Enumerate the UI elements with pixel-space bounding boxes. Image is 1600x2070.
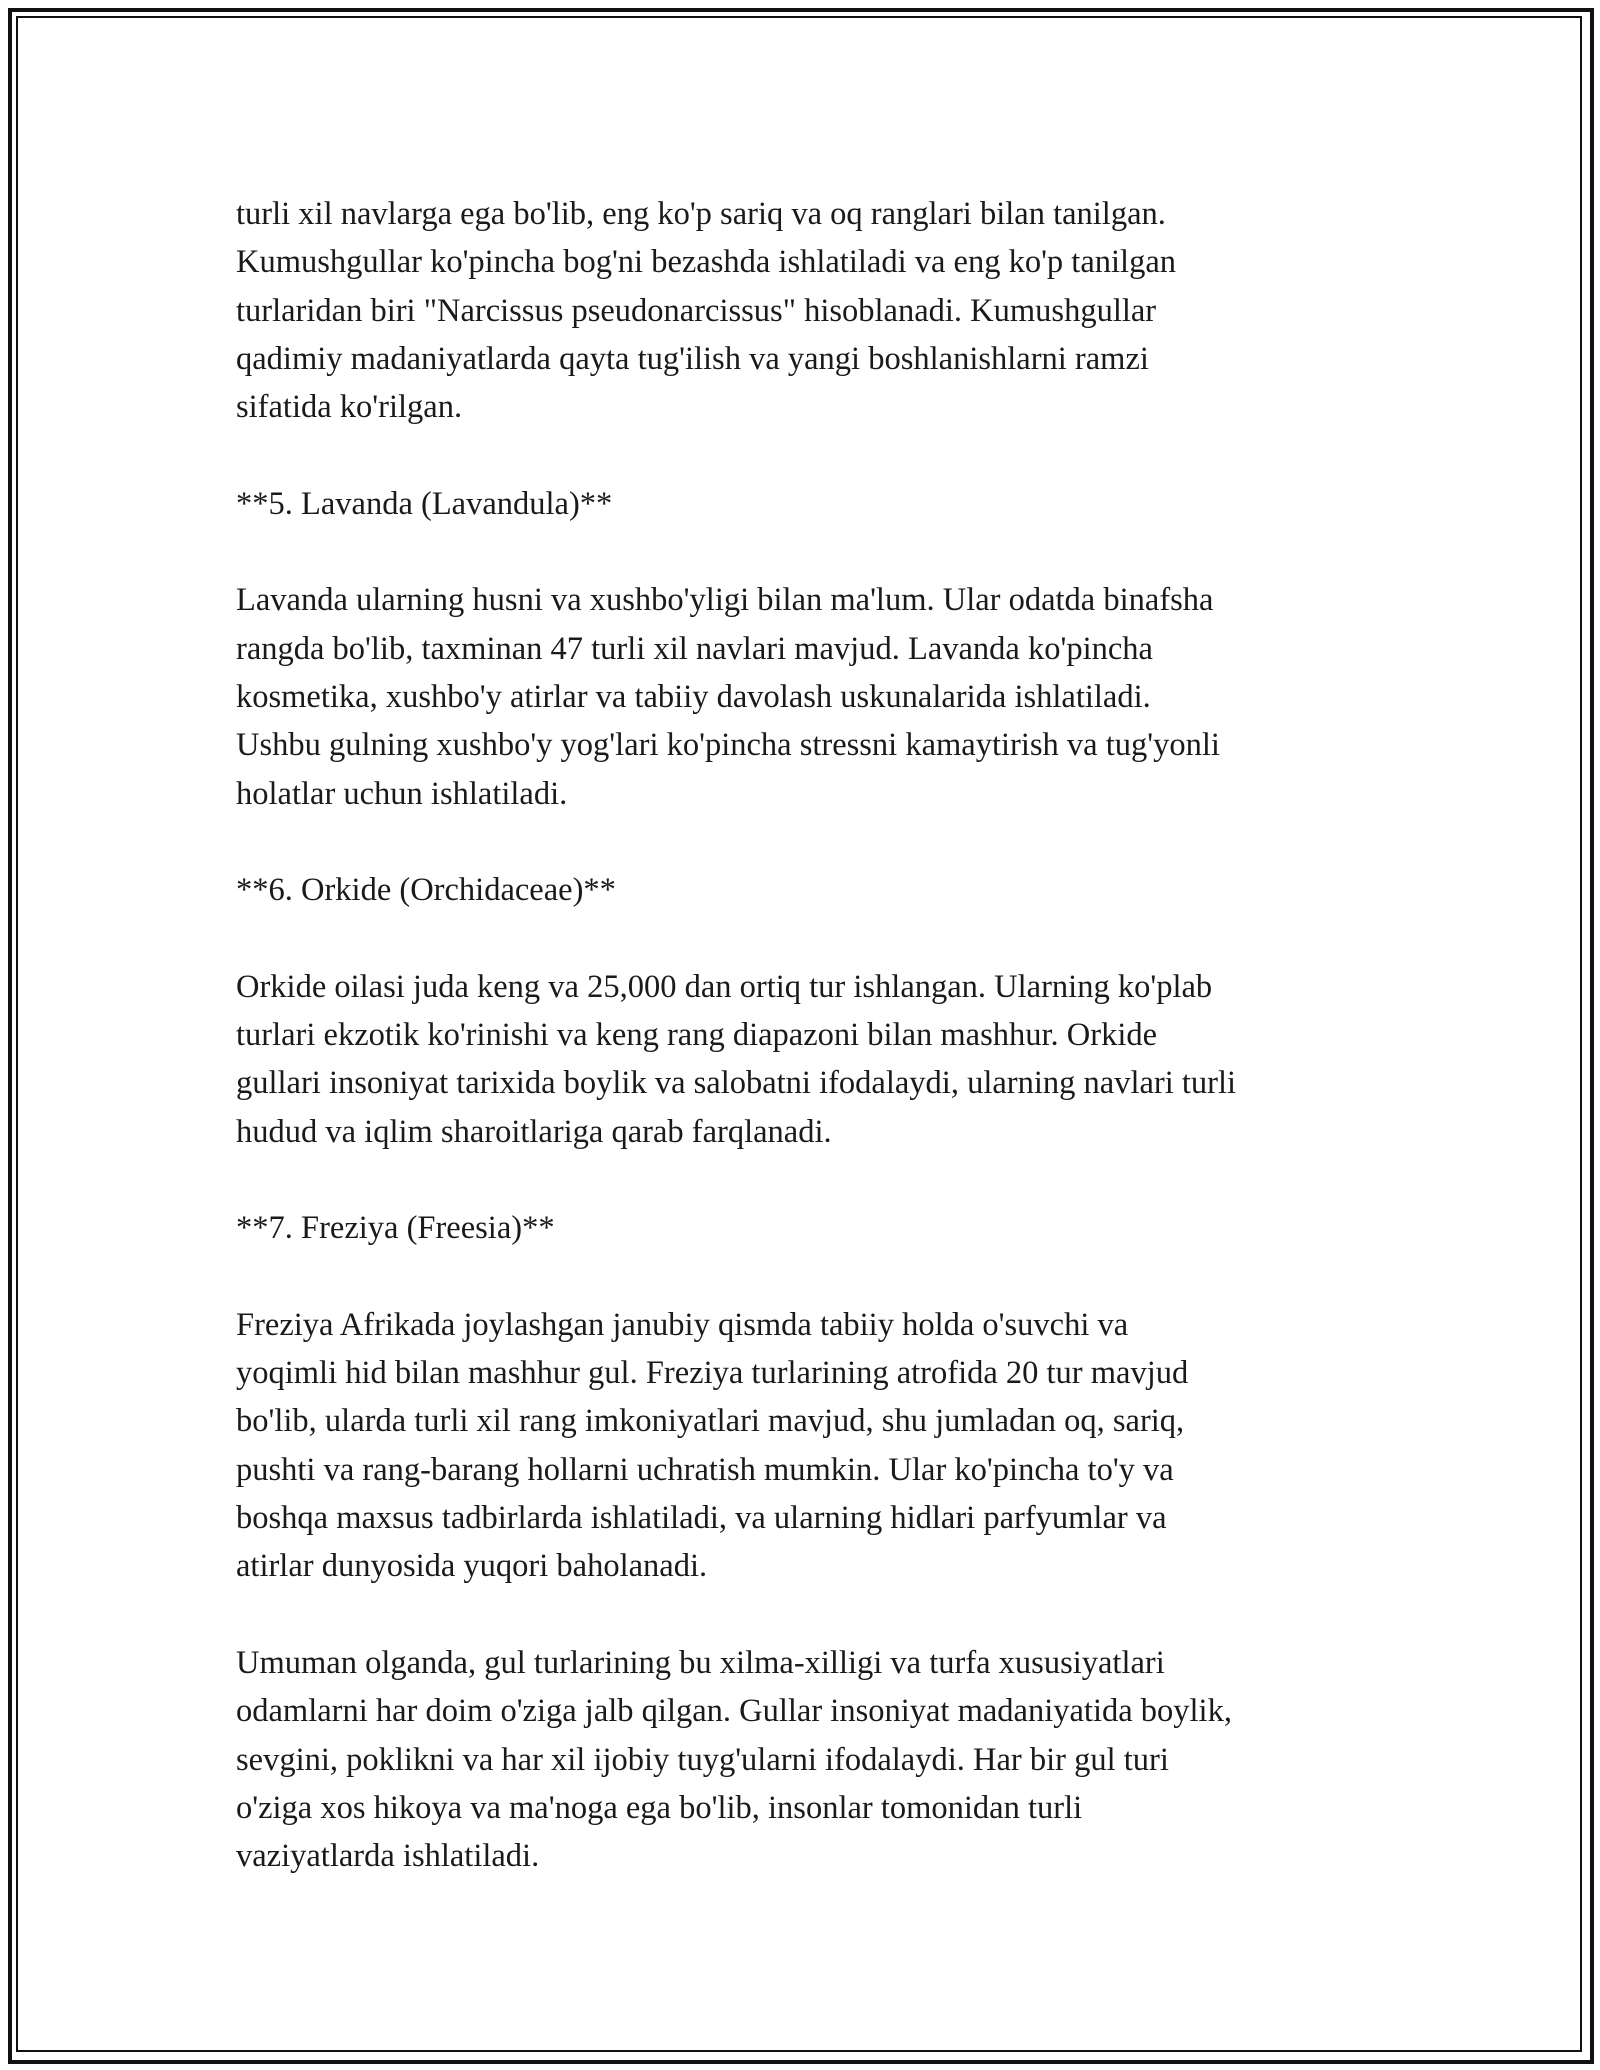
paragraph-orkide: Orkide oilasi juda keng va 25,000 dan ortiq tur ishlangan. Ularning ko'plab turlari ekzotik ko'rinishi va keng rang diapazoni bilan mashhur. Orkide gullari insoniyat tarixida boylik va salobatni ifodalaydi, ularning navlari turli hudud va iqlim sharoitlariga qarab farqlanadi.: [236, 968, 1237, 1150]
paragraph-freziya: Freziya Afrikada joylashgan janubiy qismda tabiiy holda o'suvchi va yoqimli hid bilan mashhur gul. Freziya turlarining atrofida 20 tur mavjud bo'lib, ularda turli xil rang imkoniyatlari mavjud, shu jumladan oq, sariq, pushti va rang-barang hollarni uchratish mumkin. Ular ko'pincha to'y va boshqa maxsus tadbirlarda ishlatiladi, va ularning hidlari parfyumlar va atirlar dunyosida yuqori baholanadi.: [236, 1306, 1189, 1585]
paragraph-lavanda: Lavanda ularning husni va xushbo'yligi bilan ma'lum. Ular odatda binafsha rangda bo'lib, taxminan 47 turli xil navlari mavjud. Lavanda ko'pincha kosmetika, xushbo'y atirlar va tabiiy davolash uskunalarida ishlatiladi. Ushbu gulning xushbo'y yog'lari ko'pincha stressni kamaytirish va tug'yonli holatlar uchun ishlatiladi.: [236, 582, 1220, 812]
heading-freziya: **7. Freziya (Freesia)**: [236, 1210, 555, 1247]
document-body: [236, 190, 1386, 1880]
paragraph-narcissus-continued: turli xil navlarga ega bo'lib, eng ko'p sariq va oq ranglari bilan tanilgan. Kumushgullar ko'pincha bog'ni bezashda ishlatiladi va eng ko'p tanilgan turlaridan biri "Narcissus pseudonarcissus" hisoblanadi. Kumushgullar qadimiy madaniyatlarda qayta tug'ilish va yangi boshlanishlarni ramzi sifatida ko'rilgan.: [236, 196, 1176, 426]
paragraph-conclusion: Umuman olganda, gul turlarining bu xilma-xilligi va turfa xususiyatlari odamlarni har doim o'ziga jalb qilgan. Gullar insoniyat madaniyatida boylik, sevgini, poklikni va har xil ijobiy tuyg'ularni ifodalaydi. Har bir gul turi o'ziga xos hikoya va ma'noga ega bo'lib, insonlar tomonidan turli vaziyatlarda ishlatiladi.: [236, 1644, 1232, 1875]
heading-orkide: **6. Orkide (Orchidaceae)**: [236, 872, 616, 909]
heading-lavanda: **5. Lavanda (Lavandula)**: [236, 485, 613, 522]
